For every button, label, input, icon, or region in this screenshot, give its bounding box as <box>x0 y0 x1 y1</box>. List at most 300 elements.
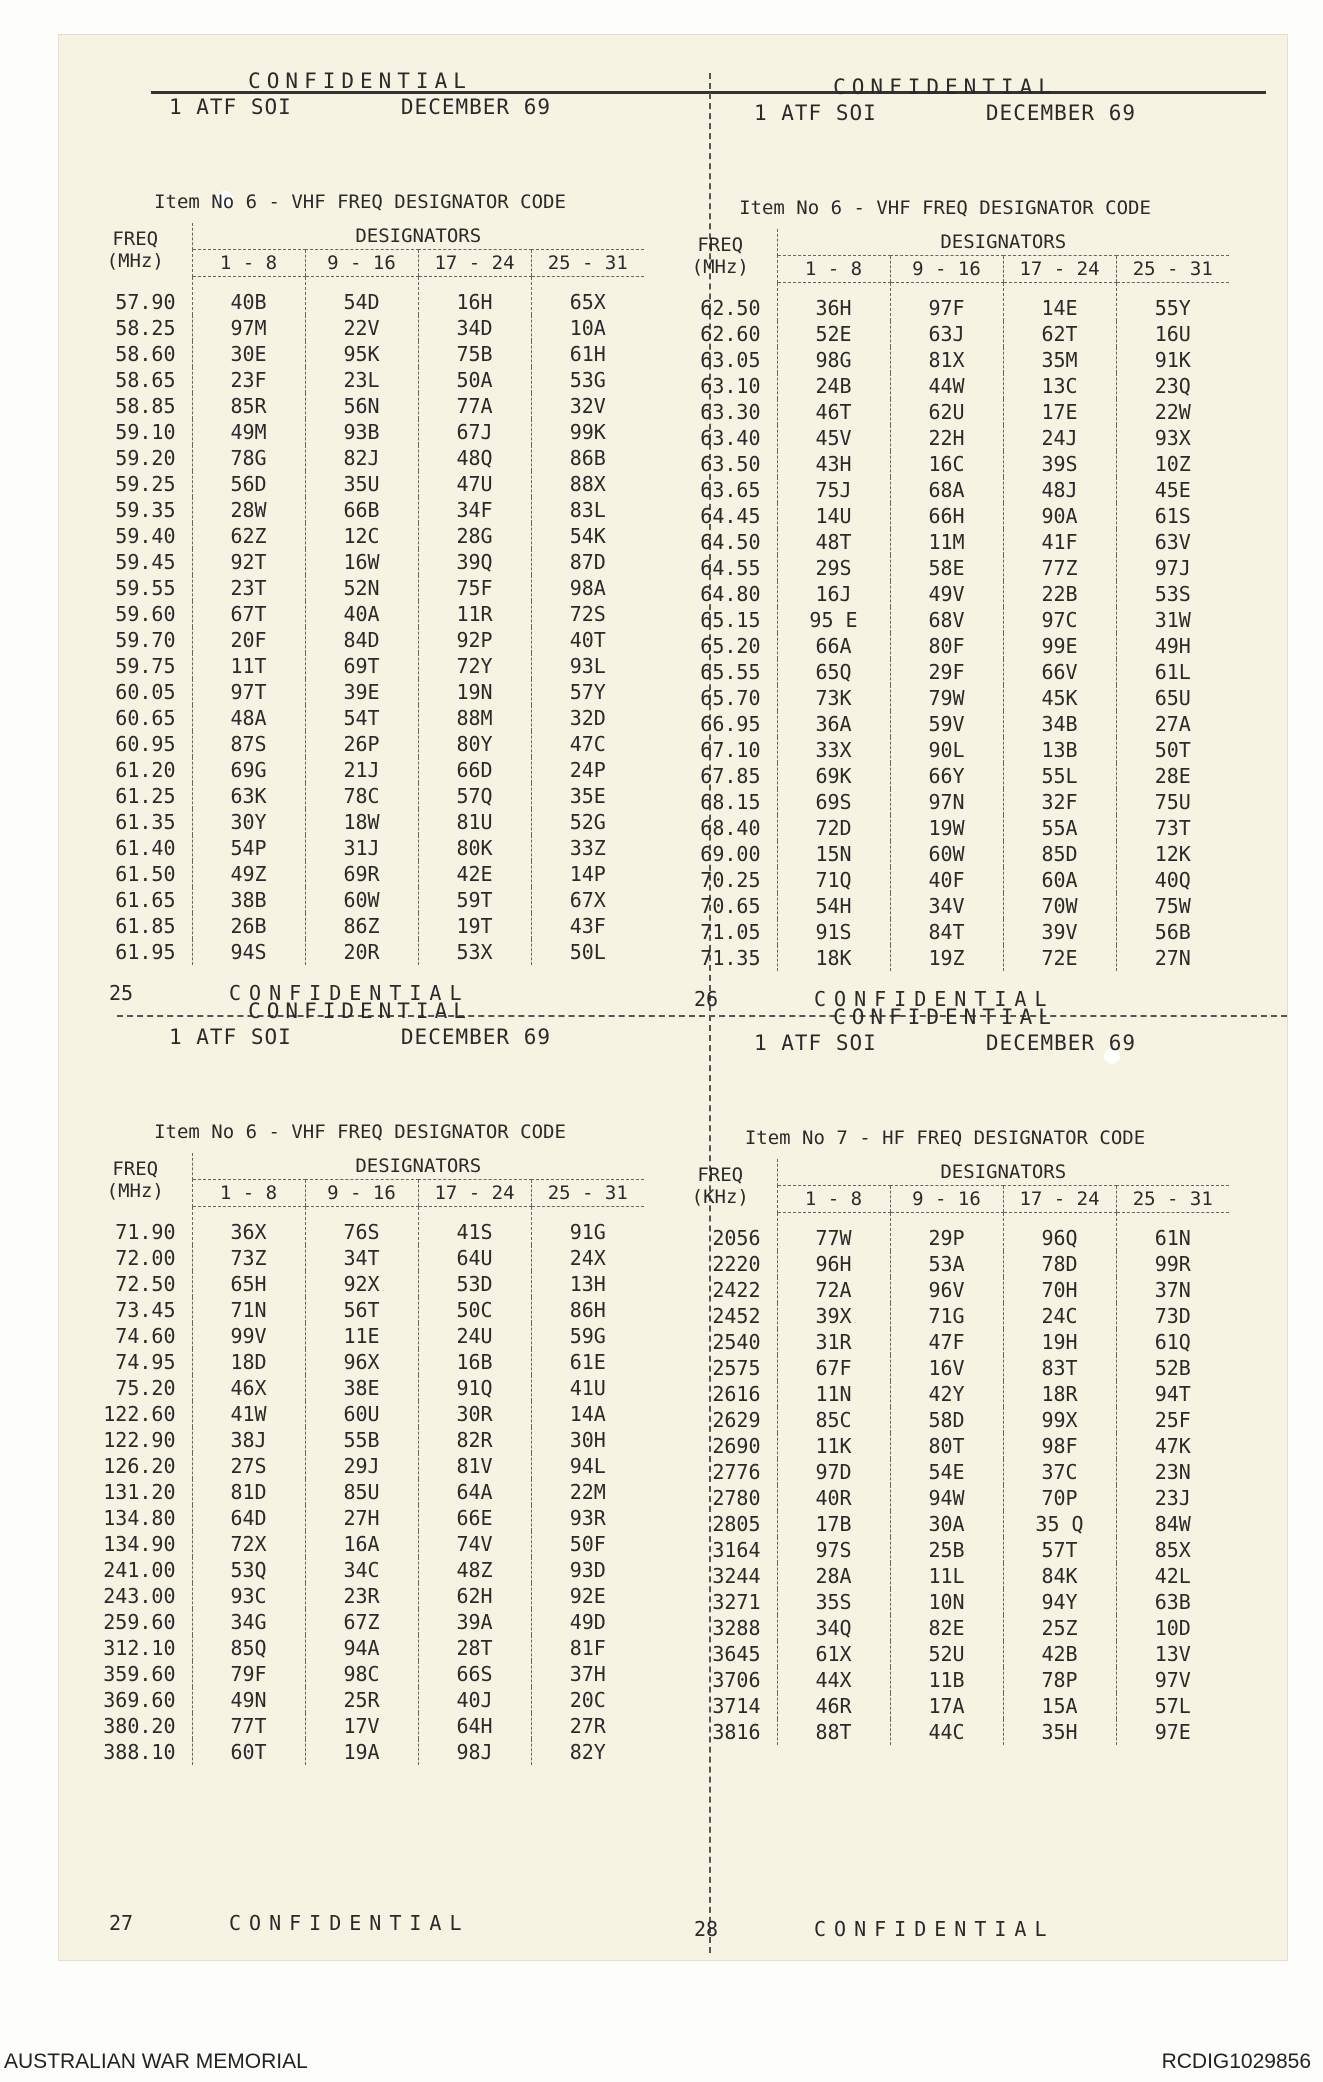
designator-cell: 23J <box>1116 1485 1229 1511</box>
designator-cell: 29J <box>305 1453 418 1479</box>
frequency-cell: 369.60 <box>103 1688 176 1712</box>
designator-cell: 40J <box>418 1687 531 1713</box>
designator-cell: 62Z <box>192 523 305 549</box>
designator-cell: 97D <box>777 1459 890 1485</box>
designator-cell: 94W <box>890 1485 1003 1511</box>
table-row <box>79 757 644 783</box>
designator-cell: 93L <box>531 653 644 679</box>
designator-cell: 73Z <box>192 1245 305 1271</box>
designator-cell: 41U <box>531 1375 644 1401</box>
designator-cell: 23N <box>1116 1459 1229 1485</box>
table-row <box>664 373 1229 399</box>
designator-cell: 61H <box>531 341 644 367</box>
designator-cell: 85Q <box>192 1635 305 1661</box>
designator-cell: 35M <box>1003 347 1116 373</box>
designator-cell: 24U <box>418 1323 531 1349</box>
designator-cell: 50A <box>418 367 531 393</box>
designator-cell: 29S <box>777 555 890 581</box>
designator-cell: 57L <box>1116 1693 1229 1719</box>
designator-cell: 54K <box>531 523 644 549</box>
table-row <box>79 1739 644 1765</box>
designator-cell: 97T <box>192 679 305 705</box>
designator-cell: 28G <box>418 523 531 549</box>
frequency-cell: 71.05 <box>700 920 761 944</box>
table-row <box>664 1355 1229 1381</box>
designator-cell: 40A <box>305 601 418 627</box>
designator-cell: 26B <box>192 913 305 939</box>
item-title: Item No 6 - VHF FREQ DESIGNATOR CODE <box>154 191 566 213</box>
designator-cell: 83L <box>531 497 644 523</box>
designator-cell: 18W <box>305 809 418 835</box>
designator-cell: 99E <box>1003 633 1116 659</box>
designator-cell: 31R <box>777 1329 890 1355</box>
designator-cell: 97E <box>1116 1719 1229 1745</box>
frequency-cell: 60.95 <box>115 732 176 756</box>
designator-cell: 62T <box>1003 321 1116 347</box>
designator-table <box>79 223 644 965</box>
designator-cell: 66A <box>777 633 890 659</box>
frequency-cell: 122.90 <box>103 1428 176 1452</box>
table-row <box>664 685 1229 711</box>
designator-cell: 91K <box>1116 347 1229 373</box>
frequency-cell: 2780 <box>712 1486 761 1510</box>
table-row <box>79 627 644 653</box>
frequency-cell: 63.30 <box>700 400 761 424</box>
confidential-header: CONFIDENTIAL <box>833 1005 1057 1029</box>
designator-cell: 85U <box>305 1479 418 1505</box>
designator-cell: 99X <box>1003 1407 1116 1433</box>
table-row <box>79 367 644 393</box>
designator-cell: 34Q <box>777 1615 890 1641</box>
designator-table <box>664 229 1229 971</box>
table-row <box>79 809 644 835</box>
designator-cell: 41F <box>1003 529 1116 555</box>
panel-page-27 <box>69 995 651 1935</box>
designator-cell: 85C <box>777 1407 890 1433</box>
designator-cell: 40F <box>890 867 1003 893</box>
designator-cell: 27R <box>531 1713 644 1739</box>
designator-cell: 14P <box>531 861 644 887</box>
designator-cell: 32F <box>1003 789 1116 815</box>
page-number: 25 <box>109 981 134 1005</box>
designator-cell: 84K <box>1003 1563 1116 1589</box>
designator-cell: 81D <box>192 1479 305 1505</box>
designator-cell: 93X <box>1116 425 1229 451</box>
designator-cell: 13H <box>531 1271 644 1297</box>
panel-page-26 <box>654 71 1236 1011</box>
designator-cell: 13V <box>1116 1641 1229 1667</box>
designator-cell: 52U <box>890 1641 1003 1667</box>
designator-cell: 66H <box>890 503 1003 529</box>
table-row <box>79 1245 644 1271</box>
designator-cell: 71G <box>890 1303 1003 1329</box>
table-row <box>664 529 1229 555</box>
designator-cell: 69R <box>305 861 418 887</box>
table-row <box>664 1563 1229 1589</box>
designator-cell: 28E <box>1116 763 1229 789</box>
designator-cell: 52N <box>305 575 418 601</box>
designator-cell: 53Q <box>192 1557 305 1583</box>
designator-cell: 78G <box>192 445 305 471</box>
designator-cell: 67F <box>777 1355 890 1381</box>
designator-cell: 52G <box>531 809 644 835</box>
designator-cell: 66E <box>418 1505 531 1531</box>
designator-cell: 91S <box>777 919 890 945</box>
designator-cell: 21J <box>305 757 418 783</box>
table-row <box>664 1667 1229 1693</box>
designator-cell: 54P <box>192 835 305 861</box>
designator-cell: 38J <box>192 1427 305 1453</box>
designator-cell: 94L <box>531 1453 644 1479</box>
designator-cell: 42E <box>418 861 531 887</box>
page-number: 28 <box>694 1917 719 1941</box>
table-row <box>664 1693 1229 1719</box>
table-row <box>664 477 1229 503</box>
designator-cell: 82Y <box>531 1739 644 1765</box>
designator-cell: 35 Q <box>1003 1511 1116 1537</box>
table-row <box>664 763 1229 789</box>
designator-cell: 32D <box>531 705 644 731</box>
frequency-cell: 59.25 <box>115 472 176 496</box>
designator-cell: 18K <box>777 945 890 971</box>
designator-cell: 15N <box>777 841 890 867</box>
day-range-header: 1 - 8 <box>192 250 305 277</box>
table-row <box>664 789 1229 815</box>
designator-cell: 27S <box>192 1453 305 1479</box>
designator-cell: 93D <box>531 1557 644 1583</box>
designator-cell: 62H <box>418 1583 531 1609</box>
designator-cell: 87D <box>531 549 644 575</box>
designators-header: DESIGNATORS <box>777 229 1229 256</box>
table-row <box>664 399 1229 425</box>
designator-cell: 23R <box>305 1583 418 1609</box>
designator-cell: 56D <box>192 471 305 497</box>
table-row <box>79 497 644 523</box>
designator-cell: 34G <box>192 1609 305 1635</box>
day-range-header: 25 - 31 <box>1116 1186 1229 1213</box>
designator-cell: 65Q <box>777 659 890 685</box>
designator-cell: 97F <box>890 283 1003 322</box>
frequency-cell: 3816 <box>712 1720 761 1744</box>
table-row <box>79 705 644 731</box>
frequency-cell: 71.35 <box>700 946 761 970</box>
panel-page-25 <box>69 65 651 1005</box>
frequency-cell: 122.60 <box>103 1402 176 1426</box>
designator-cell: 49V <box>890 581 1003 607</box>
designator-cell: 10D <box>1116 1615 1229 1641</box>
table-row <box>79 887 644 913</box>
table-row <box>664 503 1229 529</box>
designator-cell: 41S <box>418 1207 531 1246</box>
designator-cell: 30E <box>192 341 305 367</box>
designator-cell: 97J <box>1116 555 1229 581</box>
table-row <box>664 1459 1229 1485</box>
frequency-cell: 2616 <box>712 1382 761 1406</box>
day-range-header: 17 - 24 <box>1003 1186 1116 1213</box>
table-row <box>79 1557 644 1583</box>
designator-cell: 14A <box>531 1401 644 1427</box>
confidential-footer: CONFIDENTIAL <box>814 1917 1055 1941</box>
designator-cell: 41W <box>192 1401 305 1427</box>
designator-cell: 98A <box>531 575 644 601</box>
designator-cell: 93C <box>192 1583 305 1609</box>
designator-cell: 72X <box>192 1531 305 1557</box>
table-row <box>79 523 644 549</box>
designator-cell: 65X <box>531 277 644 316</box>
table-row <box>664 1213 1229 1252</box>
designator-cell: 70W <box>1003 893 1116 919</box>
table-row <box>664 945 1229 971</box>
designator-cell: 24P <box>531 757 644 783</box>
frequency-cell: 65.15 <box>700 608 761 632</box>
designator-cell: 24B <box>777 373 890 399</box>
designator-cell: 49M <box>192 419 305 445</box>
designator-cell: 75U <box>1116 789 1229 815</box>
table-row <box>79 341 644 367</box>
designator-cell: 68A <box>890 477 1003 503</box>
table-row <box>79 549 644 575</box>
designator-cell: 43H <box>777 451 890 477</box>
frequency-cell: 58.25 <box>115 316 176 340</box>
table-row <box>664 283 1229 322</box>
frequency-cell: 59.55 <box>115 576 176 600</box>
designator-cell: 25B <box>890 1537 1003 1563</box>
designator-cell: 58E <box>890 555 1003 581</box>
designator-cell: 14E <box>1003 283 1116 322</box>
frequency-cell: 59.45 <box>115 550 176 574</box>
freq-column-header: FREQ (KHz) <box>664 1159 777 1213</box>
designator-cell: 28T <box>418 1635 531 1661</box>
designator-cell: 38B <box>192 887 305 913</box>
table-row <box>79 1661 644 1687</box>
frequency-cell: 58.65 <box>115 368 176 392</box>
freq-column-header: FREQ (MHz) <box>79 1153 192 1207</box>
designator-cell: 17E <box>1003 399 1116 425</box>
table-row <box>79 913 644 939</box>
frequency-cell: 61.65 <box>115 888 176 912</box>
frequency-cell: 63.05 <box>700 348 761 372</box>
frequency-cell: 60.05 <box>115 680 176 704</box>
designator-cell: 79W <box>890 685 1003 711</box>
designator-cell: 99V <box>192 1323 305 1349</box>
designator-cell: 57Y <box>531 679 644 705</box>
frequency-cell: 3714 <box>712 1694 761 1718</box>
designator-cell: 48J <box>1003 477 1116 503</box>
designator-cell: 46X <box>192 1375 305 1401</box>
designator-cell: 22V <box>305 315 418 341</box>
table-row <box>664 1589 1229 1615</box>
table-row <box>79 939 644 965</box>
designator-cell: 66S <box>418 1661 531 1687</box>
table-row <box>664 1251 1229 1277</box>
designator-cell: 52E <box>777 321 890 347</box>
frequency-cell: 65.20 <box>700 634 761 658</box>
frequency-cell: 3288 <box>712 1616 761 1640</box>
designator-cell: 72S <box>531 601 644 627</box>
designator-cell: 10N <box>890 1589 1003 1615</box>
designator-cell: 34T <box>305 1245 418 1271</box>
designator-cell: 53G <box>531 367 644 393</box>
designator-cell: 34F <box>418 497 531 523</box>
designator-cell: 93B <box>305 419 418 445</box>
designator-cell: 60A <box>1003 867 1116 893</box>
designator-cell: 86Z <box>305 913 418 939</box>
confidential-header: CONFIDENTIAL <box>833 75 1057 99</box>
designator-cell: 75J <box>777 477 890 503</box>
designator-table <box>664 1159 1229 1745</box>
frequency-cell: 64.45 <box>700 504 761 528</box>
table-row <box>79 1531 644 1557</box>
designator-cell: 97C <box>1003 607 1116 633</box>
table-row <box>79 679 644 705</box>
designator-table <box>79 1153 644 1765</box>
designator-cell: 54T <box>305 705 418 731</box>
day-range-header: 1 - 8 <box>192 1180 305 1207</box>
table-row <box>664 841 1229 867</box>
frequency-cell: 67.85 <box>700 764 761 788</box>
designator-cell: 99R <box>1116 1251 1229 1277</box>
designator-cell: 40R <box>777 1485 890 1511</box>
designator-cell: 18R <box>1003 1381 1116 1407</box>
designator-cell: 11M <box>890 529 1003 555</box>
designator-cell: 23Q <box>1116 373 1229 399</box>
designator-cell: 11K <box>777 1433 890 1459</box>
designator-cell: 99K <box>531 419 644 445</box>
designator-cell: 31W <box>1116 607 1229 633</box>
item-title: Item No 6 - VHF FREQ DESIGNATOR CODE <box>154 1121 566 1143</box>
designator-cell: 70P <box>1003 1485 1116 1511</box>
frequency-cell: 3271 <box>712 1590 761 1614</box>
designator-cell: 84T <box>890 919 1003 945</box>
designator-cell: 88M <box>418 705 531 731</box>
table-row <box>79 575 644 601</box>
designator-cell: 23L <box>305 367 418 393</box>
designator-cell: 81U <box>418 809 531 835</box>
table-row <box>79 1479 644 1505</box>
frequency-cell: 64.55 <box>700 556 761 580</box>
table-row <box>79 445 644 471</box>
designator-cell: 45E <box>1116 477 1229 503</box>
designator-cell: 16V <box>890 1355 1003 1381</box>
designator-cell: 50C <box>418 1297 531 1323</box>
designator-cell: 49D <box>531 1609 644 1635</box>
table-row <box>664 1407 1229 1433</box>
designator-cell: 59T <box>418 887 531 913</box>
designator-cell: 11T <box>192 653 305 679</box>
frequency-cell: 74.60 <box>115 1324 176 1348</box>
designator-cell: 42L <box>1116 1563 1229 1589</box>
designator-cell: 96X <box>305 1349 418 1375</box>
designator-cell: 34B <box>1003 711 1116 737</box>
designator-cell: 92P <box>418 627 531 653</box>
designator-cell: 19H <box>1003 1329 1116 1355</box>
designator-cell: 22M <box>531 1479 644 1505</box>
archive-credit: AUSTRALIAN WAR MEMORIAL <box>4 2050 308 2073</box>
designator-cell: 49Z <box>192 861 305 887</box>
designator-cell: 15A <box>1003 1693 1116 1719</box>
designator-cell: 42Y <box>890 1381 1003 1407</box>
frequency-cell: 2540 <box>712 1330 761 1354</box>
table-row <box>664 1641 1229 1667</box>
table-row <box>664 347 1229 373</box>
designator-cell: 71Q <box>777 867 890 893</box>
frequency-cell: 74.95 <box>115 1350 176 1374</box>
day-range-header: 17 - 24 <box>1003 256 1116 283</box>
designator-cell: 93R <box>531 1505 644 1531</box>
designator-cell: 24J <box>1003 425 1116 451</box>
designator-cell: 25F <box>1116 1407 1229 1433</box>
day-range-header: 9 - 16 <box>890 256 1003 283</box>
designator-cell: 77T <box>192 1713 305 1739</box>
designator-cell: 92E <box>531 1583 644 1609</box>
designator-cell: 53D <box>418 1271 531 1297</box>
designator-cell: 92X <box>305 1271 418 1297</box>
designator-cell: 11R <box>418 601 531 627</box>
designator-cell: 12C <box>305 523 418 549</box>
designator-cell: 91G <box>531 1207 644 1246</box>
frequency-cell: 3645 <box>712 1642 761 1666</box>
designators-header: DESIGNATORS <box>192 223 644 250</box>
day-range-header: 17 - 24 <box>418 250 531 277</box>
table-row <box>79 393 644 419</box>
designator-cell: 63V <box>1116 529 1229 555</box>
frequency-cell: 61.40 <box>115 836 176 860</box>
frequency-cell: 61.85 <box>115 914 176 938</box>
designator-cell: 62U <box>890 399 1003 425</box>
designator-cell: 33Z <box>531 835 644 861</box>
designator-cell: 12K <box>1116 841 1229 867</box>
table-row <box>664 737 1229 763</box>
designator-cell: 39E <box>305 679 418 705</box>
table-row <box>664 1329 1229 1355</box>
designator-cell: 60W <box>890 841 1003 867</box>
designator-cell: 25R <box>305 1687 418 1713</box>
designator-cell: 72A <box>777 1277 890 1303</box>
designator-cell: 98C <box>305 1661 418 1687</box>
designator-cell: 69T <box>305 653 418 679</box>
frequency-cell: 2805 <box>712 1512 761 1536</box>
designator-cell: 66D <box>418 757 531 783</box>
confidential-footer: CONFIDENTIAL <box>229 1911 470 1935</box>
designator-cell: 94T <box>1116 1381 1229 1407</box>
designator-cell: 23F <box>192 367 305 393</box>
designator-cell: 31J <box>305 835 418 861</box>
frequency-cell: 59.60 <box>115 602 176 626</box>
designator-cell: 97S <box>777 1537 890 1563</box>
table-row <box>79 277 644 316</box>
table-row <box>79 1453 644 1479</box>
table-row <box>664 1719 1229 1745</box>
designator-cell: 85D <box>1003 841 1116 867</box>
table-row <box>79 1323 644 1349</box>
designator-cell: 13C <box>1003 373 1116 399</box>
designator-cell: 36X <box>192 1207 305 1246</box>
designator-cell: 96Q <box>1003 1213 1116 1252</box>
designator-cell: 49H <box>1116 633 1229 659</box>
designator-cell: 17B <box>777 1511 890 1537</box>
frequency-cell: 59.10 <box>115 420 176 444</box>
designator-cell: 60T <box>192 1739 305 1765</box>
designator-cell: 69K <box>777 763 890 789</box>
designator-cell: 94Y <box>1003 1589 1116 1615</box>
table-row <box>664 425 1229 451</box>
designator-cell: 45V <box>777 425 890 451</box>
designator-cell: 96H <box>777 1251 890 1277</box>
designator-cell: 78D <box>1003 1251 1116 1277</box>
frequency-cell: 70.65 <box>700 894 761 918</box>
table-row <box>664 1277 1229 1303</box>
designator-cell: 34V <box>890 893 1003 919</box>
